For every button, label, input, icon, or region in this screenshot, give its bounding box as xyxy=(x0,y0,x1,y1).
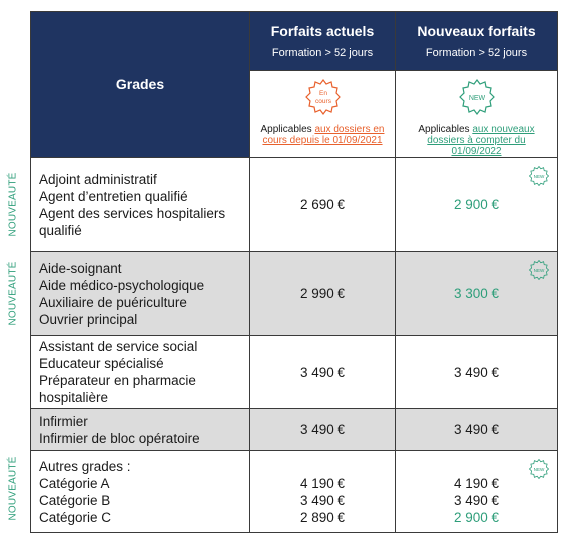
new-badge-icon xyxy=(529,260,549,280)
new-badge-icon xyxy=(529,166,549,186)
current-price: 3 490 € xyxy=(250,409,396,451)
current-subtitle: Formation > 52 jours xyxy=(271,47,374,59)
svg-text:cours: cours xyxy=(314,98,331,105)
table-row xyxy=(31,336,558,409)
current-price: 4 190 € 3 490 € 2 890 € xyxy=(250,451,396,533)
side-label-row5: NOUVEAUTÉ xyxy=(7,455,19,521)
svg-text:En: En xyxy=(318,90,327,97)
svg-text:NEW: NEW xyxy=(533,174,545,179)
new-applicable-text: Applicables aux nouveaux dossiers à compter du 01/09/2022 xyxy=(418,124,535,157)
table-row xyxy=(31,252,558,336)
grades-cell: Autres grades : Catégorie A Catégorie B Catégorie C xyxy=(31,451,250,533)
new-price: NEW 2 900 € xyxy=(396,158,558,252)
current-applicable-link[interactable]: aux dossiers en cours depuis le 01/09/2021 xyxy=(262,124,385,146)
current-price: 3 490 € xyxy=(250,336,396,409)
table-row xyxy=(31,451,558,533)
grades-cell: Infirmier Infirmier de bloc opératoire xyxy=(31,409,250,451)
current-applicable-text: Applicables aux dossiers en cours depuis le 01/09/2021 xyxy=(260,124,385,146)
new-seal-icon xyxy=(459,79,495,115)
table-row xyxy=(31,158,558,252)
grades-cell: Assistant de service social Educateur spécialisé Préparateur en pharmacie hospitalière xyxy=(31,336,250,409)
svg-text:NEW: NEW xyxy=(533,268,545,273)
new-price: NEW 3 300 € xyxy=(396,252,558,336)
grades-cell: Aide-soignant Aide médico-psychologique Auxiliaire de puériculture Ouvrier principal xyxy=(31,252,250,336)
svg-text:NEW: NEW xyxy=(468,95,485,102)
new-badge-icon xyxy=(529,459,549,479)
current-price: 2 690 € xyxy=(250,158,396,252)
svg-text:NEW: NEW xyxy=(533,467,545,472)
current-applicable-cell xyxy=(250,71,396,158)
current-title: Forfaits actuels xyxy=(270,23,375,39)
grades-cell: Adjoint administratif Agent d’entretien qualifié Agent des services hospitaliers qualifié xyxy=(31,158,250,252)
new-subtitle: Formation > 52 jours xyxy=(425,47,528,59)
current-header xyxy=(250,12,396,71)
new-price: 3 490 € xyxy=(396,336,558,409)
new-header xyxy=(396,12,558,71)
table-row xyxy=(31,409,558,451)
new-price: 3 490 € xyxy=(396,409,558,451)
new-applicable-link[interactable]: aux nouveaux dossiers à compter du 01/09/2022 xyxy=(427,124,535,157)
grades-header-label: Grades xyxy=(115,75,165,92)
en-cours-seal-icon xyxy=(305,79,341,115)
current-price: 2 990 € xyxy=(250,252,396,336)
new-price: NEW 4 190 € 3 490 € 2 900 € xyxy=(396,451,558,533)
new-applicable-cell xyxy=(396,71,558,158)
side-label-row2: NOUVEAUTÉ xyxy=(7,260,19,326)
new-title: Nouveaux forfaits xyxy=(417,23,536,39)
side-label-row1: NOUVEAUTÉ xyxy=(7,171,19,237)
forfaits-table xyxy=(30,11,558,533)
grades-header xyxy=(31,12,250,158)
